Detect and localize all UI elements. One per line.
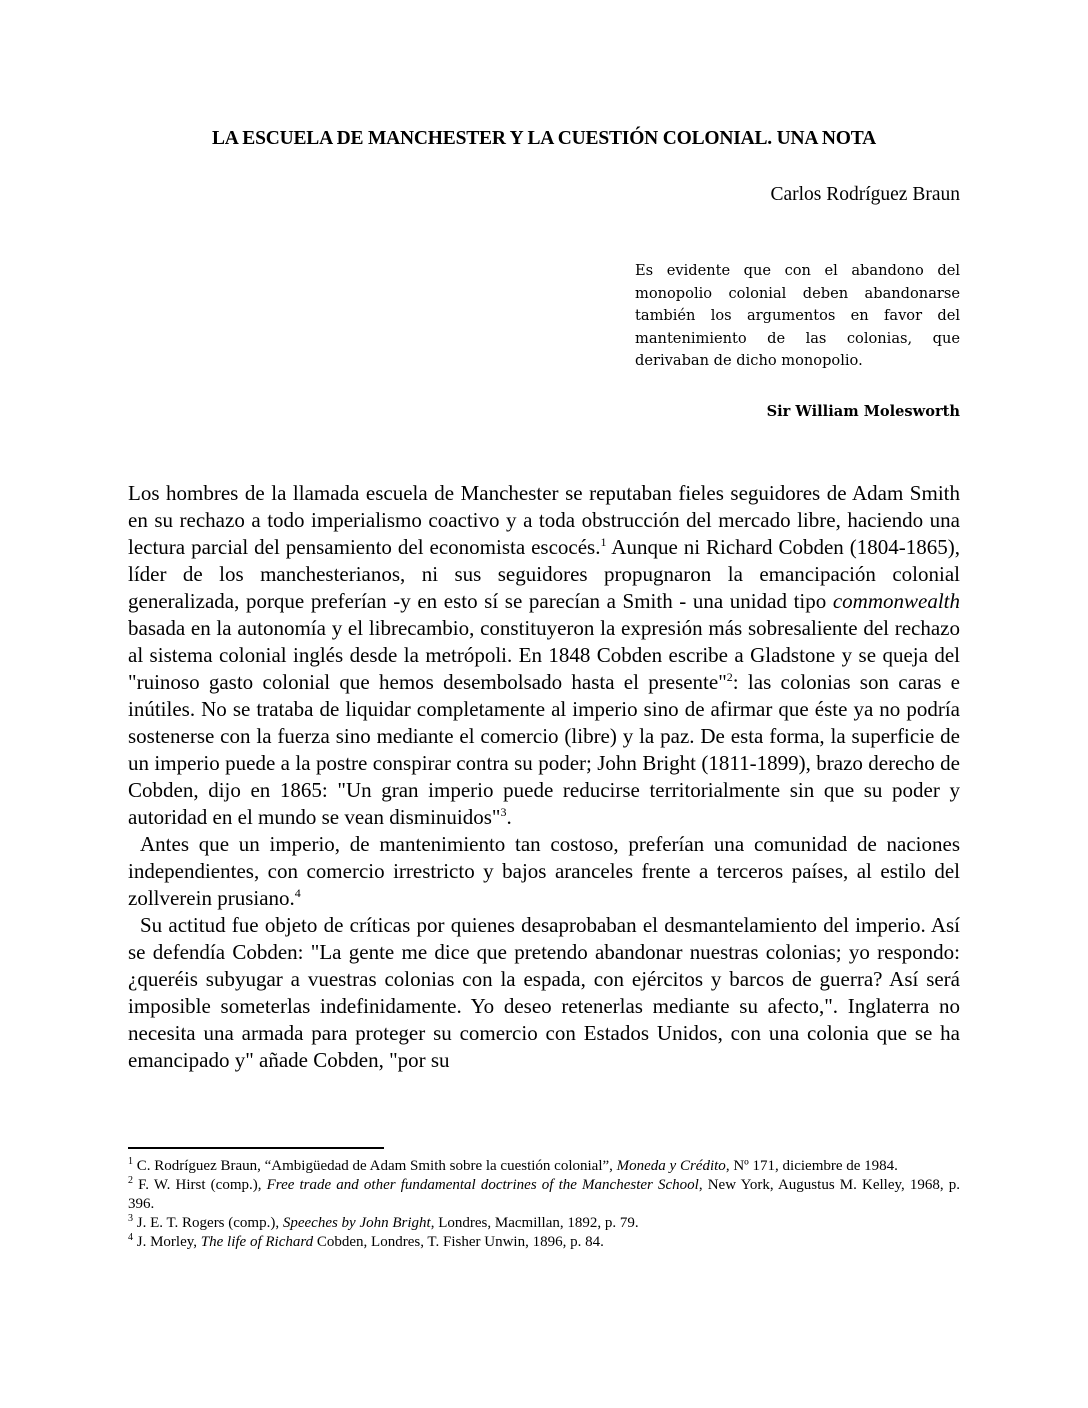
article-title: LA ESCUELA DE MANCHESTER Y LA CUESTIÓN COLONIAL. UNA NOTA: [211, 128, 876, 149]
paragraph-2: Antes que un imperio, de mantenimiento tan costoso, preferían una comunidad de naciones independientes, con comercio irrestricto y bajos aranceles frente a terceros países, al estilo del zollverein prusiano.$^4$: [128, 832, 960, 910]
footnote-separator: [128, 1147, 384, 1149]
footnote-ref-3[interactable]: 3: [500, 805, 507, 819]
footnote-3: $^3$ J. E. T. Rogers (comp.), Speeches by John Bright, Londres, Macmillan, 1892, p. 79.: [128, 1213, 639, 1231]
footnote-ref-1[interactable]: 1: [600, 535, 607, 549]
footnote-2: $^2$ F. W. Hirst (comp.), Free trade and other fundamental doctrines of the Manchester School, New York, Augustus M. Kelley, 1968, p. 396.: [128, 1175, 961, 1212]
footnote-ref-2[interactable]: 2: [726, 670, 733, 684]
article-author: Carlos Rodríguez Braun: [770, 184, 960, 205]
epigraph-attribution: Sir William Molesworth: [766, 403, 960, 420]
body-text: [128, 480, 960, 1074]
paragraph-1: Los hombres de la llamada escuela de Manchester se reputaban fieles seguidores de Adam Smith en su rechazo a todo imperialismo coactivo y a toda obstrucción del mercado libre, haciendo una lectura parcial del pensamiento del economista escocés.$^1$ Aunque ni Richard Cobden (1804-1865), líder de los manchesterianos, ni sus seguidores propugnaron la emancipación colonial generalizada, porque preferían -y en esto sí se parecían a Smith - una unidad tipo commonwealth basada en la autonomía y el librecambio, constituyeron la expresión más sobresaliente del rechazo al sistema colonial inglés desde la metrópoli. En 1848 Cobden escribe a Gladstone y se queja del "ruinoso gasto colonial que hemos desembolsado hasta el presente"$^2$: las colonias son caras e inútiles. No se trataba de liquidar completamente al imperio sino de afirmar que éste ya no podría sostenerse con la fuerza sino mediante el comercio (libre) y la paz. De esta forma, la superficie de un imperio puede a la postre conspirar contra su poder; John Bright (1811-1899), brazo derecho de Cobden, dijo en 1865: "Un gran imperio puede reducirse territorialmente sin que su poder y autoridad en el mundo se vean disminuidos"$^3$.: [128, 481, 960, 829]
italic-term: commonwealth: [832, 589, 960, 613]
epigraph-quote: Es evidente que con el abandono del monopolio colonial deben abandonarse también los argumentos en favor del mantenimiento de las colonias, que derivaban de dicho monopolio.: [635, 262, 960, 369]
paragraph-3: Su actitud fue objeto de críticas por quienes desaprobaban el desmantelamiento del imperio. Así se defendía Cobden: "La gente me dice que pretendo abandonar nuestras colonias; yo respondo: ¿queréis subyugar a vuestras colonias con la espada, con ejércitos y barcos de guerra? Así será imposible someterlas indefinidamente. Yo deseo retenerlas mediante su afecto,". Inglaterra no necesita una armada para proteger su comercio con Estados Unidos, con una colonia que se ha emancipado y" añade Cobden, "por su: [128, 913, 960, 1072]
footnote-ref-4[interactable]: 4: [294, 886, 301, 900]
footnote-1: $^1$ C. Rodríguez Braun, “Ambigüedad de Adam Smith sobre la cuestión colonial”, Moneda y Crédito, Nº 171, diciembre de 1984.: [128, 1156, 898, 1174]
footnote-4: $^4$ J. Morley, The life of Richard Cobden, Londres, T. Fisher Unwin, 1896, p. 84.: [128, 1232, 604, 1250]
footnotes: [128, 1157, 960, 1252]
